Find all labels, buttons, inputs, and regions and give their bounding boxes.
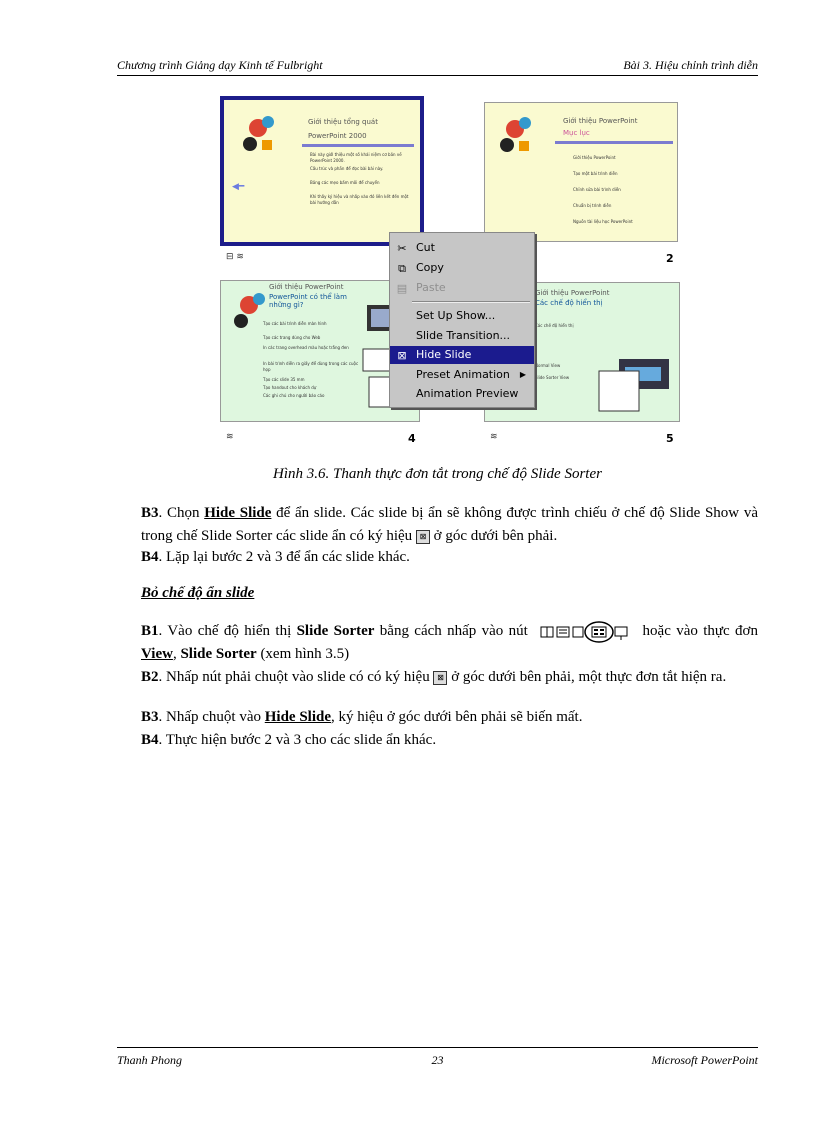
header-right: Bài 3. Hiệu chỉnh trình diễn — [623, 58, 758, 72]
slide-bullet: Cấu trúc và phần để đọc bài bài này. — [310, 166, 384, 171]
slide-bullet: Tạo các bài trình diễn màn hình — [263, 321, 327, 326]
slide-number: 2 — [666, 252, 674, 265]
slide-number: 4 — [408, 432, 416, 445]
menu-item-hide-slide[interactable]: ⊠ Hide Slide — [390, 346, 534, 364]
slide-subtitle: PowerPoint 2000 — [308, 132, 367, 140]
slide-bullet: Tạo một bài trình diễn — [573, 171, 618, 176]
slide-bullet: Giới thiệu PowerPoint — [573, 155, 616, 160]
footer-rule — [117, 1047, 758, 1048]
scissors-icon: ✂ — [397, 242, 407, 255]
context-menu — [389, 232, 535, 408]
page-footer — [117, 1053, 758, 1069]
header-rule — [117, 75, 758, 76]
screen-clipart-icon — [597, 357, 671, 413]
slide-bullet: Tạo các trang dùng cho Web — [263, 335, 321, 340]
slide-divider — [302, 144, 414, 147]
slide-title: Giới thiệu PowerPoint — [563, 117, 638, 125]
paste-icon: ▤ — [396, 282, 408, 295]
slide-bullet: In các trang overhead màu hoặc trắng đen — [263, 345, 349, 350]
view-toolbar-icon — [539, 621, 631, 643]
hidden-slide-icon: ⊠ — [433, 671, 447, 685]
slide-thumbnail-2[interactable] — [484, 102, 678, 242]
paragraph-b4-undo: B4. Thực hiện bước 2 và 3 cho các slide ẩn khác. — [141, 732, 437, 748]
clipart-icon — [238, 114, 278, 164]
submenu-arrow-icon: ▶ — [519, 370, 526, 379]
page-header — [117, 58, 758, 74]
paragraph-b4: B4. Lặp lại bước 2 và 3 để ẩn các slide khác. — [141, 549, 410, 565]
slide-bullet: Tạo các slide 35 mm — [263, 377, 305, 382]
menu-item-animation-preview[interactable]: Animation Preview — [416, 387, 519, 400]
slide-bullet: Tạo handout cho khách dự — [263, 385, 317, 390]
slide-transition-icon: ≋ — [226, 432, 234, 442]
slide-title: Giới thiệu tổng quát — [308, 118, 378, 126]
slide-transition-icon: ≋ — [490, 432, 498, 442]
header-left: Chương trình Giảng dạy Kinh tế Fulbright — [117, 58, 323, 72]
slide-bullet: In bài trình diễn ra giấy để dùng trong các cuộc họp — [263, 361, 359, 372]
paragraph-b3-undo: B3. Nhấp chuột vào Hide Slide, ký hiệu ở góc dưới bên phải sẽ biến mất. — [141, 709, 583, 725]
menu-separator — [412, 301, 530, 303]
figure-caption: Hình 3.6. Thanh thực đơn tắt trong chế độ Slide Sorter — [273, 466, 602, 482]
clipart-icon — [495, 115, 535, 165]
menu-item-set-up-show[interactable]: Set Up Show... — [416, 309, 496, 322]
slide-divider — [555, 141, 673, 144]
slide-bullet: Chuẩn bị trình diễn — [573, 203, 612, 208]
paragraph-b3: B3. Chọn Hide Slide để ẩn slide. Các slide bị ẩn sẽ không được trình chiếu ở chế độ Slide Show và trong chế Slide Sorter các slide ẩn có ký hiệu ⊠ ở góc dưới bên phải. — [141, 505, 758, 544]
menu-item-copy[interactable]: ⧉ Copy — [390, 259, 534, 277]
slide-title: Giới thiệu PowerPoint — [269, 283, 344, 291]
paragraph-b2: B2. Nhấp nút phải chuột vào slide có có ký hiệu ⊠ ở góc dưới bên phải, một thực đơn tắt hiện ra. — [141, 669, 727, 685]
menu-item-cut[interactable]: ✂ Cut — [390, 239, 534, 257]
copy-icon: ⧉ — [398, 262, 406, 275]
menu-item-slide-transition[interactable]: Slide Transition... — [416, 329, 511, 342]
section-heading: Bỏ chế độ ẩn slide — [141, 585, 255, 601]
slide-subtitle: PowerPoint có thể làm những gì? — [269, 293, 347, 309]
slide-bullet: Chỉnh sửa bài trình diễn — [573, 187, 621, 192]
slide-subtitle: Các chế độ hiển thị — [535, 299, 603, 307]
slide-subtitle: Mục lục — [563, 129, 590, 137]
slide-number: 5 — [666, 432, 674, 445]
slide-bullet: Slide Sorter View — [535, 375, 570, 380]
menu-item-preset-animation[interactable]: Preset Animation ▶ — [390, 366, 534, 384]
slide-bullet: Normal View — [535, 363, 561, 368]
arrow-left-icon: ◀━ — [232, 182, 245, 192]
paragraph-b1: B1. Vào chế độ hiển thị Slide Sorter bằng cách nhấp vào nút hoặc vào thực đơn View, Slide Sorter (xem hình 3.5) — [141, 620, 758, 666]
slide-bullet: Bảng các mẹo bấm môi để chuyển — [310, 180, 380, 185]
slide-bullet: Bài này giới thiệu một số khái niệm cơ bản về PowerPoint 2000. — [310, 152, 402, 163]
slide-bullet: Các chế độ hiển thị — [535, 323, 574, 328]
slide-bullet: Nguồn tài liệu học PowerPoint — [573, 219, 633, 224]
slide-title: Giới thiệu PowerPoint — [535, 289, 610, 297]
slide-transition-icon: ⊟ ≋ — [226, 252, 244, 262]
hidden-slide-icon: ⊠ — [416, 530, 430, 544]
slide-thumbnail-1[interactable] — [220, 96, 424, 246]
footer-right: Microsoft PowerPoint — [651, 1053, 758, 1067]
footer-author: Thanh Phong — [117, 1053, 183, 1067]
clipart-icon — [229, 291, 269, 341]
page-number: 23 — [431, 1053, 444, 1067]
menu-item-paste[interactable]: ▤ Paste — [390, 279, 534, 297]
slide-bullet: Khi thấy ký hiệu và nhấp vào đó liên kết đến một bài hướng dẫn — [310, 194, 409, 205]
hide-slide-icon: ⊠ — [397, 349, 407, 362]
slide-bullet: Các ghi chú cho người báo cáo — [263, 393, 325, 398]
